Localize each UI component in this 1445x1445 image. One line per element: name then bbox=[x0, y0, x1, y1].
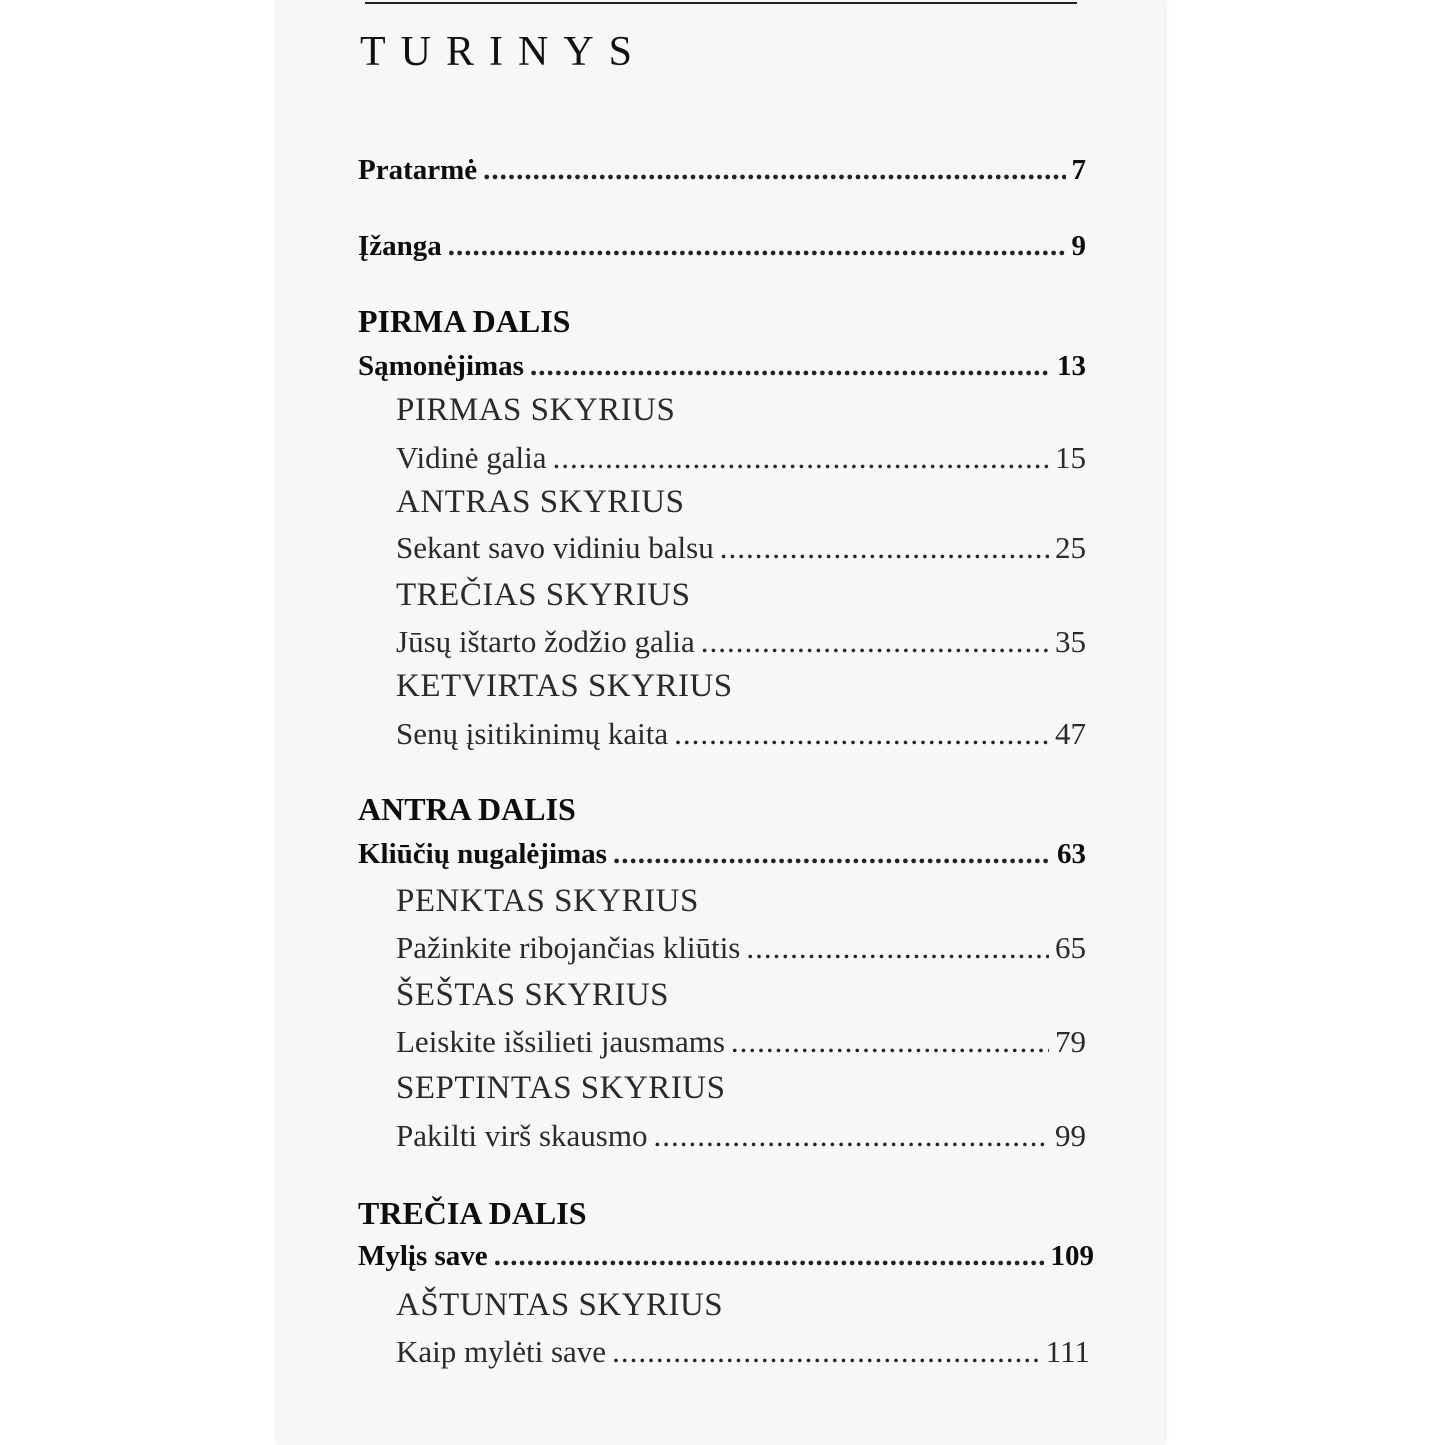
toc-entry-label: Pakilti virš skausmo bbox=[396, 1118, 648, 1153]
leader-dots bbox=[746, 930, 1049, 966]
part-heading: ANTRA DALIS bbox=[358, 791, 576, 827]
leader-dots bbox=[494, 1240, 1045, 1273]
leader-dots bbox=[448, 230, 1066, 263]
chapter-heading: ŠEŠTAS SKYRIUS bbox=[396, 977, 670, 1013]
chapter-heading: AŠTUNTAS SKYRIUS bbox=[396, 1287, 724, 1323]
chapter-heading: ANTRAS SKYRIUS bbox=[396, 484, 685, 520]
toc-entry-label: Jūsų ištarto žodžio galia bbox=[396, 624, 695, 659]
leader-dots bbox=[612, 1334, 1040, 1370]
toc-entry-label: Kaip mylėti save bbox=[396, 1334, 607, 1369]
leader-dots bbox=[553, 440, 1049, 476]
toc-entry-label: Mylįs save bbox=[358, 1240, 488, 1272]
toc-entry-label: Leiskite išsilieti jausmams bbox=[396, 1024, 725, 1059]
toc-entry-page: 111 bbox=[1045, 1334, 1090, 1369]
chapter-heading: SEPTINTAS SKYRIUS bbox=[396, 1070, 726, 1106]
leader-dots bbox=[674, 716, 1049, 752]
chapter-heading: KETVIRTAS SKYRIUS bbox=[396, 668, 733, 704]
toc-entry-page: 47 bbox=[1055, 716, 1086, 751]
toc-entry-label: Sąmonėjimas bbox=[358, 350, 524, 382]
part-heading: TREČIA DALIS bbox=[358, 1195, 587, 1231]
top-rule bbox=[365, 2, 1077, 4]
leader-dots bbox=[483, 154, 1065, 187]
toc-entry-chapter bbox=[396, 1118, 1086, 1154]
toc-entry-page: 99 bbox=[1055, 1118, 1086, 1153]
toc-entry-chapter bbox=[396, 716, 1086, 752]
part-heading: PIRMA DALIS bbox=[358, 303, 571, 339]
toc-entry-page: 79 bbox=[1055, 1024, 1086, 1059]
toc-entry-part bbox=[358, 838, 1086, 871]
toc-entry-page: 25 bbox=[1055, 530, 1086, 565]
toc-entry-page: 7 bbox=[1071, 154, 1086, 186]
toc-entry-page: 109 bbox=[1050, 1240, 1094, 1272]
toc-entry-page: 13 bbox=[1057, 350, 1086, 382]
toc-entry-chapter bbox=[396, 624, 1086, 660]
chapter-heading: PIRMAS SKYRIUS bbox=[396, 392, 676, 428]
toc-entry-label: Sekant savo vidiniu balsu bbox=[396, 530, 714, 565]
toc-entry-label: Pažinkite ribojančias kliūtis bbox=[396, 930, 741, 965]
chapter-heading: TREČIAS SKYRIUS bbox=[396, 577, 691, 613]
leader-dots bbox=[731, 1024, 1049, 1060]
toc-entry-page: 9 bbox=[1071, 230, 1086, 262]
toc-entry-part bbox=[358, 350, 1086, 383]
toc-entry-label: Vidinė galia bbox=[396, 440, 547, 475]
leader-dots bbox=[613, 838, 1051, 871]
toc-entry-page: 65 bbox=[1055, 930, 1086, 965]
toc-entry-label: Senų įsitikinimų kaita bbox=[396, 716, 669, 751]
toc-entry-chapter bbox=[396, 440, 1086, 476]
toc-entry-page: 15 bbox=[1055, 440, 1086, 475]
toc-entry-label: Įžanga bbox=[358, 230, 442, 262]
leader-dots bbox=[530, 350, 1051, 383]
leader-dots bbox=[720, 530, 1049, 566]
leader-dots bbox=[701, 624, 1049, 660]
toc-entry-chapter bbox=[396, 930, 1086, 966]
toc-entry-preface bbox=[358, 154, 1086, 187]
toc-entry-chapter bbox=[396, 530, 1086, 566]
toc-entry-page: 63 bbox=[1057, 838, 1086, 870]
toc-entry-part bbox=[358, 1240, 1094, 1273]
toc-entry-page: 35 bbox=[1055, 624, 1086, 659]
toc-entry-chapter bbox=[396, 1334, 1090, 1370]
toc-entry-label: Pratarmė bbox=[358, 154, 478, 186]
toc-entry-introduction bbox=[358, 230, 1086, 263]
chapter-heading: PENKTAS SKYRIUS bbox=[396, 883, 699, 919]
toc-entry-chapter bbox=[396, 1024, 1086, 1060]
leader-dots bbox=[653, 1118, 1049, 1154]
page-title: TURINYS bbox=[360, 29, 648, 75]
toc-entry-label: Kliūčių nugalėjimas bbox=[358, 838, 607, 870]
